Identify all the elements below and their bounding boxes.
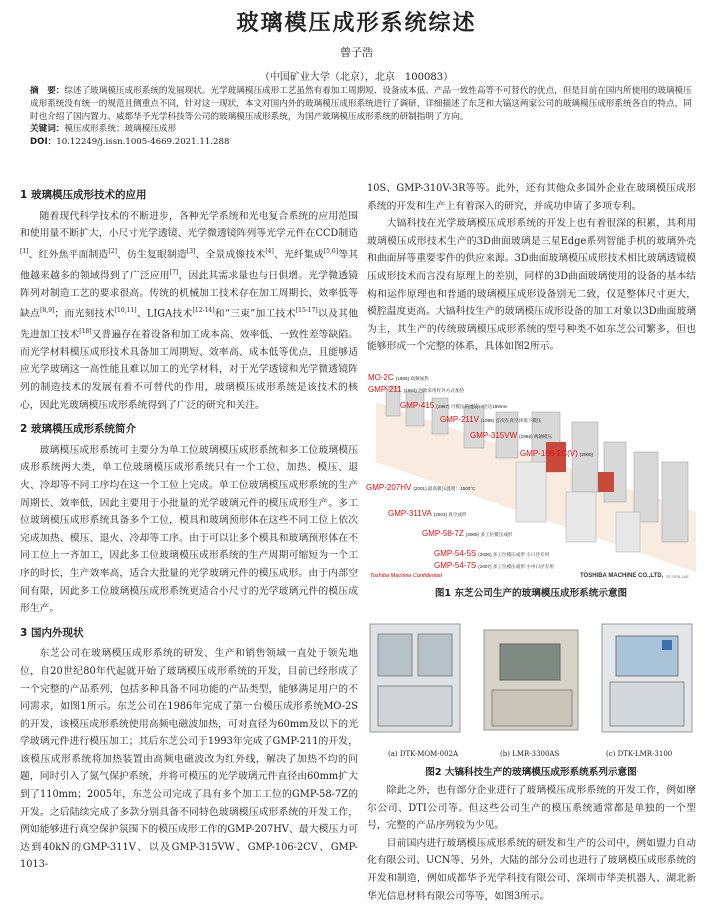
author: 曾子浩 <box>340 46 373 59</box>
right-column-bottom <box>367 782 696 905</box>
figure-1-label: GMP-315VW (1998) 两轴模压 <box>470 431 553 440</box>
figure-1-label: GMP-207HV (2001) 最高模压温度：1500°C <box>366 483 476 492</box>
figure-2-image <box>366 620 696 748</box>
right-paragraph-3: 除此之外，也有部分企业进行了玻璃模压成形系统的开发工作，例如摩尔公司、DTI公司等。但这些公司生产的模压系统通常都是单独的一个型号，完整的产品序列较为少见。 <box>367 785 696 832</box>
figure-1-image <box>366 372 696 582</box>
figure-2-caption: 图2 大镐科技生产的玻璃模压成形系统系列示意图 <box>425 767 637 778</box>
right-column-top <box>367 180 696 356</box>
right-paragraph-4: 目前国内进行玻璃模压成形系统的研发和生产的公司中，例如盟力自动化有限公司、UCN等、另外，大陆的部分公司也进行了玻璃模压成形系统的开发和制造，例如成都华予光学科技有限公司、深圳市华美机器人、湖北新华光信息材料有限公司等等，如图3所示。 <box>367 837 696 902</box>
figure-1-label: GMP-311VA (2003) 真空成形 <box>388 509 467 518</box>
figure-1-label: GMP-211V (1998) 首次在真空环境下模压 <box>440 415 542 424</box>
affiliation: （中国矿业大学（北京），北京 100083） <box>259 72 454 83</box>
figure-1-label: GMP-106-2C(V) (2000) <box>520 449 594 458</box>
figure-2-sub-a: (a) DTK-MOM-002A <box>388 750 459 758</box>
section-2-title: 2 玻璃模压成形系统简介 <box>20 423 136 436</box>
figure-1-label: GMP-54-7S (2007) 多工位模压成形 小中口径专用 <box>434 561 554 570</box>
section-1-title: 1 玻璃模压成形技术的应用 <box>20 189 147 201</box>
figure-2-sub-b: (b) LMR-3300AS <box>500 750 560 758</box>
figure-1-caption: 图1 东芝公司生产的玻璃模压成形系统示意图 <box>434 588 628 599</box>
section-3-paragraph: 东芝公司在玻璃模压成形系统的研发、生产和销售领域一直处于领先地位，自20世纪80年代起就开始了玻璃模压成形系统的开发，目前已经形成了一个完整的产品系列，包括多种具备不同功能的产品类型，能够满足用户的不同需求，如图1所示。东芝公司在1986年完成了第一台模压成形系统MO-2S的开发，该模压成形系统使用高频电磁波加热，可对直径为60mm及以下的光学玻璃元件进行模压加工；其后东芝公司于1993年完成了GMP-211的开发，该模压成形系统将加热装置由高频电磁波改为红外线，解决了加热不均的问题，同时引入了氮气保护系统，并将可模压的光学玻璃元件直径由60mm扩大到了110mm；2005年，东芝公司完成了具有多个加工工位的GMP-58-7Z的开发。之后陆续完成了多款分别具备不同特色玻璃模压成形系统的开发工作，例如能够进行真空保护氛围下的模压成形工作的GMP-207HV、最大模压力可达到40kN的GMP-311V、以及GMP-315VW、GMP-106-2CV、GMP-1013- <box>20 648 358 871</box>
abstract: 摘 要：综述了玻璃模压成形系统的发展现状。光学玻璃模压成形工艺虽然有着加工周期短、设备成本低、产品一致性高等不可替代的优点，但是目前在国内所使用的玻璃模压成形系统没有统一的规范且侧重点不同，针对这一现状，本文对国内外的玻璃模压成形系统进行了调研，详细描述了东芝和大镐这两家公司的玻璃模压成形系统各自的特点，同时也介绍了国内置力、威都华予光学科技等公司的玻璃模压成形系统，为国产玻璃模压成形系统的研制指明了方向。 <box>30 86 692 122</box>
machine-a <box>370 624 460 732</box>
abstract-block <box>30 85 692 149</box>
doi: DOI：10.12249/j.issn.1005-4669.2021.11.288 <box>30 137 230 148</box>
section-1-paragraph: 随着现代科学技术的不断进步，各种光学系统和光电复合系统的应用范围和使用量不断扩大，小尺寸光学透镜、光学微透镜阵列等光学元件在CCD制造[1]、红外焦平面制造[2]、仿生复眼制造[3]、全景成像技术[4]、光纤集成[5,6]等其他越来越多的领域得到了广泛应用[7]，因此其需求量也与日俱增。光学微透镜阵列对制造工艺的要求很高。传统的机械加工技术存在加工周期长、效率低等缺点[8,9]；而光刻技术[10,11]、LIGA技术[12-14]和“三束”加工技术[15-17]以及其他先进加工技术[18]又普遍存在着设备和加工成本高、效率低、一致性差等缺陷。而光学材料模压成形技术具备加工周期短、效率高、成本低等优点，且能够适应光学玻璃这一高性能且难以加工的光学材料，对于光学透镜和光学微透镜阵列的制造技术的发展有着不可替代的作用，玻璃模压成形系统是该技术的核心，因此光玻璃模压成形系统得到了广泛的研究和关注。 <box>20 210 359 411</box>
section-3-title: 3 国内外现状 <box>20 626 84 639</box>
right-paragraph-1: 10S、GMP-310V-3R等等。此外，还有其他众多国外企业在玻璃模压成形系统的开发和生产上有着深入的研究，并成功申请了多项专利。 <box>367 183 696 212</box>
figure-1-label: GMP-54-5S (2006) 多工位模压成形 小口径专用 <box>434 549 550 558</box>
figure-2-sub-c: (c) DTK-LMR-3100 <box>606 750 673 758</box>
figure-1-label: MO-2C (1986) 高频加热 <box>368 373 429 382</box>
figure-1-label: GMP-211 (1993) 西欧采用红外方式加热 <box>368 385 465 394</box>
machine-c <box>602 624 692 732</box>
figure-1-label: GMP-415 (1997) 可模压的透镜口径达150mm <box>400 401 508 410</box>
keywords: 关键词：模压成形系统；玻璃模压成形 <box>30 124 177 135</box>
figure-1-label: GMP-58-7Z (2005) 多工位模压成形 <box>422 529 513 538</box>
machine-b <box>484 630 578 730</box>
paper-title: 玻璃模压成形系统综述 <box>236 11 477 36</box>
figure-1-footer-right: TOSHIBA MACHINE CO.,LTD. <box>580 573 664 579</box>
right-paragraph-2: 大镐科技在光学玻璃模压成形系统的开发上也有着很深的积累，其利用玻璃模压成形技术生产的3D曲面玻璃是三星Edge系列智能手机的玻璃外壳和曲面屏等重要零件的供应来源。3D曲面玻璃模压成形技术相比玻璃透镜模压成形技术而言没有原理上的差别，同样的3D曲面玻璃使用的设备的基本结构和运作原理也和普通的玻璃模压成形设备别无二致，仅是整体尺寸更大，模腔温度更高。大镐科技生产的玻璃模压成形设备的加工对象以3D曲面玻璃为主，其生产的传统玻璃模压成形系统的型号种类不如东芝公司繁多，但也能够形成一个完整的体系，具体如图2所示。 <box>367 218 696 353</box>
section-2-paragraph: 玻璃模压成形系统可主要分为单工位玻璃模压成形系统和多工位玻璃模压成形系统两大类，单工位玻璃模压成形系统只有一个工位，加热、模压、退火、冷却等不同工序均在这一个工位上完成。单工位玻璃模压成形系统的生产周期长、效率低，因此主要用于小批量的光学玻璃元件的模压成形生产。多工位玻璃模压成形系统具备多个工位，模具和玻璃预形体在这些不同工位上依次完成加热、模压、退火、冷却等工序。由于可以让多个模具和玻璃预形体在不同工位上一齐加工，因此多工位玻璃模压成形系统的生产周期可缩短为一个工序的时长，生产效率高，适合大批量的光学玻璃元件的模压成形。由于内部空间有限，因此多工位玻璃模压成形系统更适合小尺寸的光学玻璃元件的模压成形生产。 <box>20 444 358 615</box>
left-column <box>20 180 358 874</box>
figure-1-corner: ST-GPA-14E <box>666 574 689 579</box>
figure-1-footer-left: Toshiba Machine Confidential <box>370 573 442 579</box>
